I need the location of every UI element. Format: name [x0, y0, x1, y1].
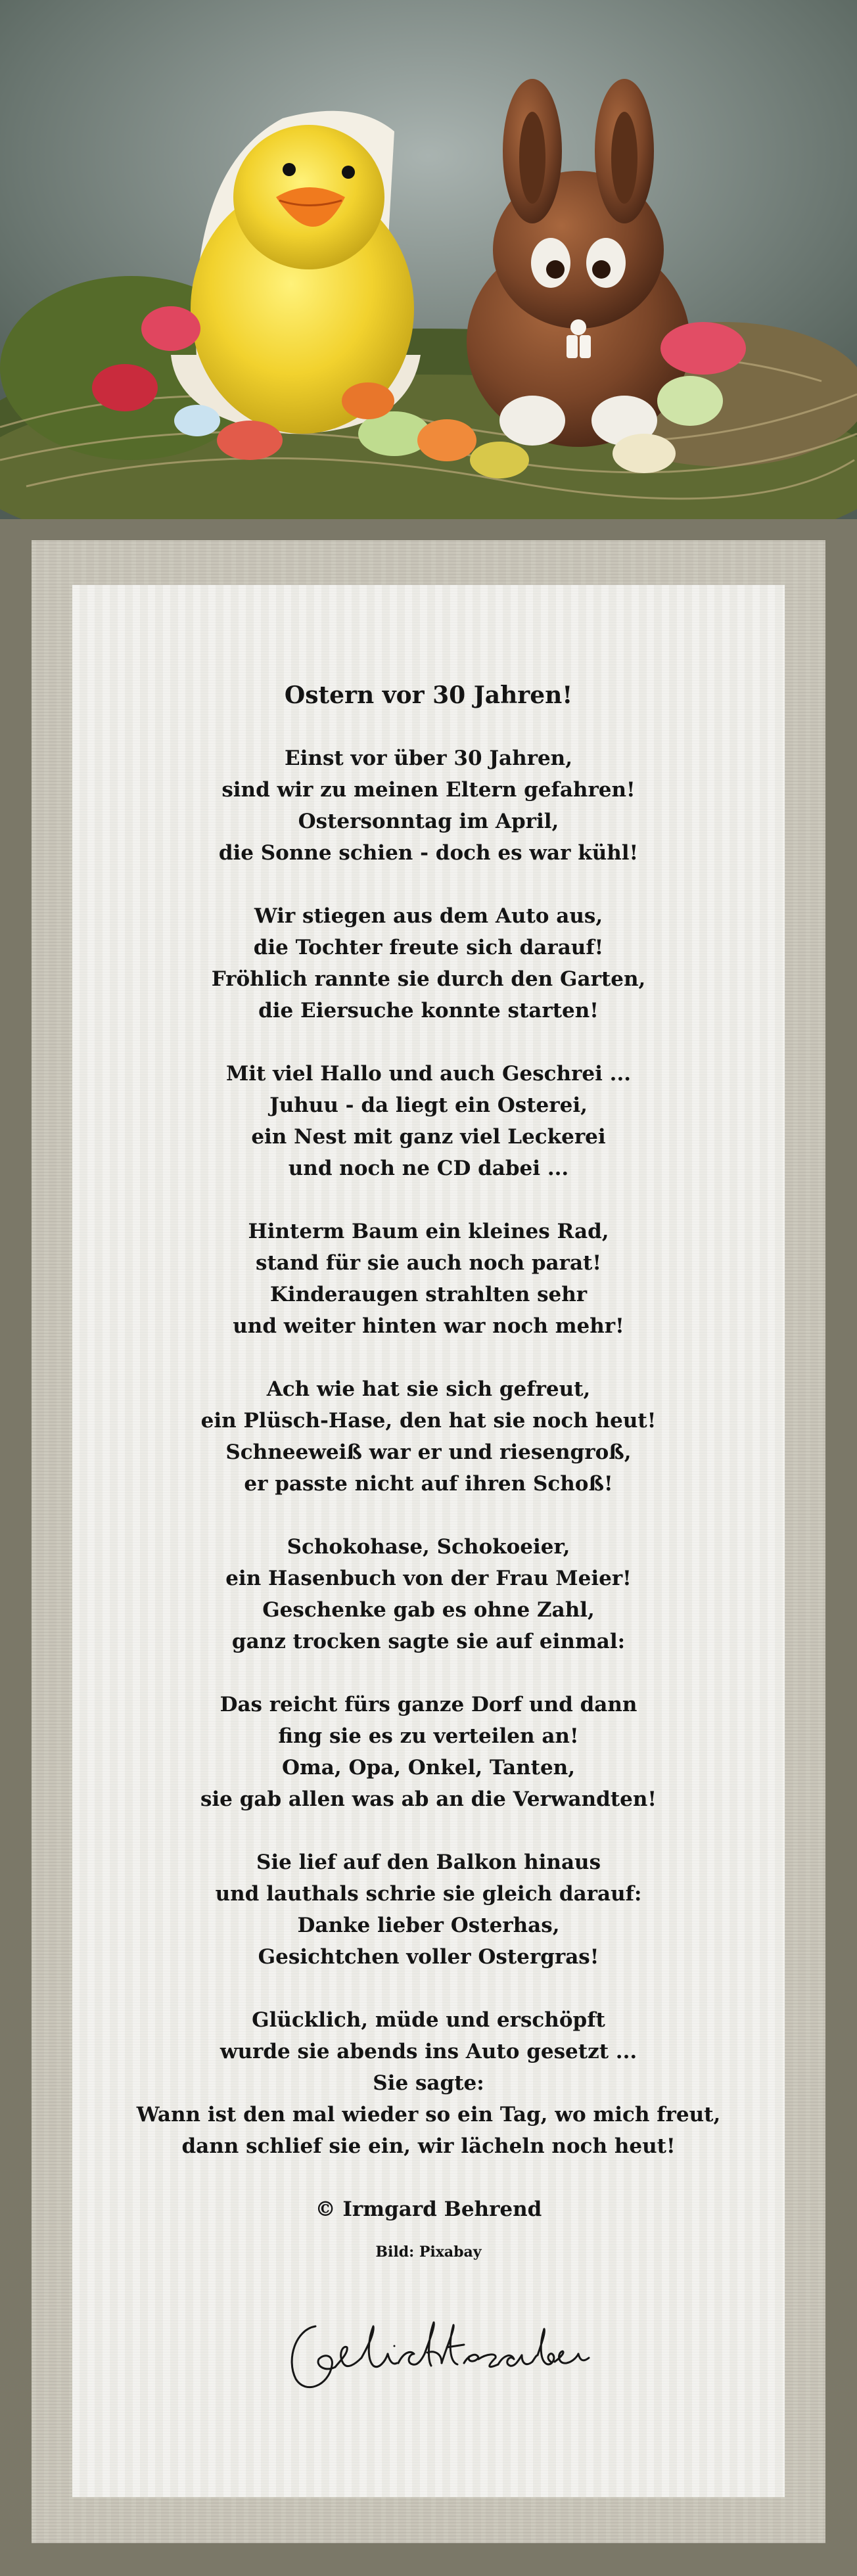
poem-line: Fröhlich rannte sie durch den Garten, — [211, 967, 646, 991]
poem-title: Ostern vor 30 Jahren! — [284, 681, 573, 709]
poem-line: sie gab allen was ab an die Verwandten! — [200, 1787, 657, 1811]
poem-line: und lauthals schrie sie gleich darauf: — [215, 1882, 642, 1906]
easter-chick-and-chocolate-bunny-image — [0, 0, 857, 519]
poem-line: sind wir zu meinen Eltern gefahren! — [221, 778, 636, 802]
poem-line: Juhuu - da liegt ein Osterei, — [269, 1093, 588, 1117]
poem-line: dann schlief sie ein, wir lächeln noch heut! — [181, 2134, 676, 2158]
poem-line: und noch ne CD dabei ... — [288, 1157, 569, 1180]
poem-line: Das reicht fürs ganze Dorf und dann — [220, 1693, 637, 1716]
poem-line: die Tochter freute sich darauf! — [253, 936, 604, 959]
poem-line: ein Plüsch-Hase, den hat sie noch heut! — [200, 1409, 657, 1433]
stanza — [72, 1531, 785, 1657]
poem-line: Wir stiegen aus dem Auto aus, — [254, 904, 603, 928]
poem-line: Gesichtchen voller Ostergras! — [258, 1945, 599, 1969]
poem-line: wurde sie abends ins Auto gesetzt ... — [220, 2040, 637, 2063]
stanza — [72, 743, 785, 869]
stanza — [72, 1058, 785, 1184]
stanza — [72, 1216, 785, 1342]
poem-line: stand für sie auch noch parat! — [256, 1251, 601, 1275]
stanza — [72, 1847, 785, 1973]
image-credit: Bild: Pixabay — [375, 2243, 482, 2261]
stanza — [72, 1373, 785, 1500]
poem-line: Danke lieber Osterhas, — [297, 1914, 560, 1937]
poem-line: Hinterm Baum ein kleines Rad, — [248, 1220, 609, 1243]
poem-line: Schneeweiß war er und riesengroß, — [225, 1440, 632, 1464]
poem-line: Einst vor über 30 Jahren, — [285, 747, 572, 770]
poem-line: Ach wie hat sie sich gefreut, — [266, 1377, 591, 1401]
poem-line: Geschenke gab es ohne Zahl, — [262, 1598, 595, 1622]
easter-photo — [0, 0, 857, 519]
poem-line: Sie lief auf den Balkon hinaus — [256, 1851, 601, 1874]
poem-line: er passte nicht auf ihren Schoß! — [244, 1472, 613, 1496]
poem-line: Wann ist den mal wieder so ein Tag, wo mich freut, — [136, 2103, 721, 2127]
gedichtezauber-signature-logo — [269, 2307, 598, 2405]
poem — [72, 679, 785, 2263]
poem-line: ein Nest mit ganz viel Leckerei — [251, 1125, 606, 1149]
poem-line: Kinderaugen strahlten sehr — [269, 1283, 588, 1306]
poem-line: Mit viel Hallo und auch Geschrei ... — [225, 1062, 632, 1086]
poem-line: Schokohase, Schokoeier, — [287, 1535, 570, 1559]
poem-line: die Sonne schien - doch es war kühl! — [218, 841, 639, 865]
stanza — [72, 1689, 785, 1815]
poem-line: Sie sagte: — [373, 2071, 484, 2095]
poem-line: Glücklich, müde und erschöpft — [252, 2008, 605, 2032]
poem-line: die Eiersuche konnte starten! — [258, 999, 599, 1023]
poem-line: ganz trocken sagte sie auf einmal: — [231, 1630, 626, 1653]
poem-line: Ostersonntag im April, — [298, 810, 559, 833]
poem-line: ein Hasenbuch von der Frau Meier! — [225, 1567, 632, 1590]
stanza — [72, 2004, 785, 2162]
poem-line: fing sie es zu verteilen an! — [278, 1724, 579, 1748]
poem-line: und weiter hinten war noch mehr! — [233, 1314, 624, 1338]
author-copyright: © Irmgard Behrend — [315, 2197, 542, 2221]
stanza — [72, 900, 785, 1026]
poem-line: Oma, Opa, Onkel, Tanten, — [281, 1756, 576, 1780]
